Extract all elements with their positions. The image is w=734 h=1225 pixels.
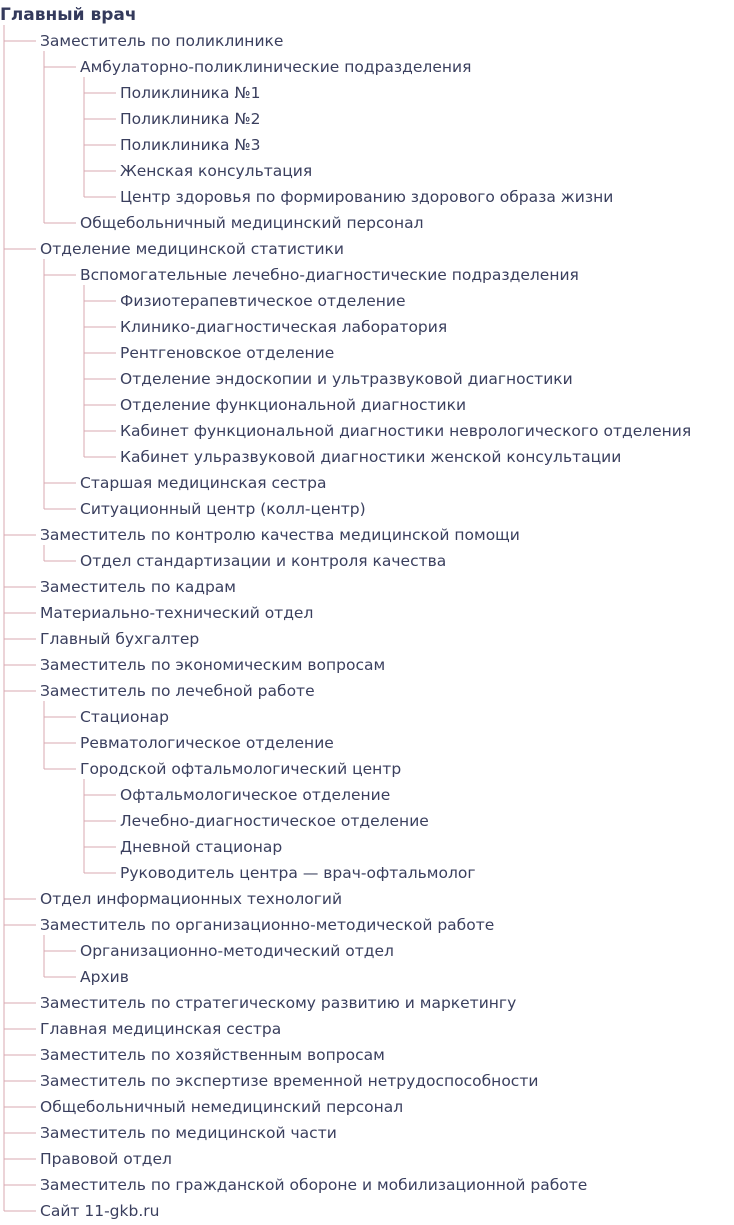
tree-node-label: Архив [80, 968, 129, 986]
tree-node-label: Заместитель по хозяйственным вопросам [40, 1046, 385, 1064]
tree-node-label: Заместитель по организационно-методической работе [40, 916, 495, 934]
tree-node-label: Общебольничный немедицинский персонал [40, 1098, 404, 1116]
tree-node-label: Главный бухгалтер [40, 630, 200, 648]
tree-node-label: Общебольничный медицинский персонал [80, 214, 424, 232]
tree-node-label: Материально-технический отдел [40, 604, 314, 622]
tree-node-label: Поликлиника №2 [120, 110, 261, 128]
tree-node-label: Вспомогательные лечебно-диагностические подразделения [80, 266, 579, 284]
tree-node-label: Сайт 11-gkb.ru [40, 1202, 160, 1220]
tree-node-label: Заместитель по медицинской части [40, 1124, 337, 1142]
tree-node-label: Амбулаторно-поликлинические подразделения [80, 58, 472, 76]
tree-node-label: Заместитель по контролю качества медицинской помощи [40, 526, 520, 544]
tree-node-label: Поликлиника №3 [120, 136, 261, 154]
tree-node-label: Кабинет ульразвуковой диагностики женской консультации [120, 448, 622, 466]
tree-node-label: Правовой отдел [40, 1150, 172, 1168]
tree-node-label: Главная медицинская сестра [40, 1020, 282, 1038]
tree-node-label: Офтальмологическое отделение [120, 786, 391, 804]
tree-node-label: Заместитель по экономическим вопросам [40, 656, 386, 674]
tree-node-label: Стационар [80, 708, 169, 726]
tree-node-label: Отделение медицинской статистики [40, 240, 344, 258]
tree-node-label: Организационно-методический отдел [80, 942, 394, 960]
tree-node-label: Заместитель по поликлинике [40, 32, 284, 50]
tree-node-label: Заместитель по экспертизе временной нетрудоспособности [40, 1072, 539, 1090]
tree-node-label: Отдел стандартизации и контроля качества [80, 552, 447, 570]
tree-node-label: Клинико-диагностическая лаборатория [120, 318, 448, 336]
root-node-label: Главный врач [0, 5, 137, 25]
tree-node-label: Заместитель по кадрам [40, 578, 236, 596]
tree-node-label: Отделение эндоскопии и ультразвуковой диагностики [120, 370, 573, 388]
tree-node-label: Рентгеновское отделение [120, 344, 335, 362]
tree-node-label: Ревматологическое отделение [80, 734, 334, 752]
tree-node-label: Отдел информационных технологий [40, 890, 343, 908]
tree-node-label: Городской офтальмологический центр [80, 760, 402, 778]
tree-node-label: Поликлиника №1 [120, 84, 261, 102]
tree-node-label: Заместитель по лечебной работе [40, 682, 315, 700]
tree-node-label: Старшая медицинская сестра [80, 474, 327, 492]
tree-node-label: Отделение функциональной диагностики [120, 396, 467, 414]
tree-node-label: Кабинет функциональной диагностики неврологического отделения [120, 422, 692, 440]
tree-node-label: Заместитель по стратегическому развитию и маркетингу [40, 994, 517, 1012]
tree-node-label: Физиотерапевтическое отделение [120, 292, 406, 310]
tree-node-label: Женская консультация [120, 162, 313, 180]
tree-node-label: Лечебно-диагностическое отделение [120, 812, 429, 830]
tree-node-label: Заместитель по гражданской обороне и мобилизационной работе [40, 1176, 588, 1194]
tree-node-label: Дневной стационар [120, 838, 283, 856]
tree-node-label: Руководитель центра — врач-офтальмолог [120, 864, 476, 882]
tree-node-label: Ситуационный центр (колл-центр) [80, 500, 366, 518]
tree-node-label: Центр здоровья по формированию здорового образа жизни [120, 188, 614, 206]
